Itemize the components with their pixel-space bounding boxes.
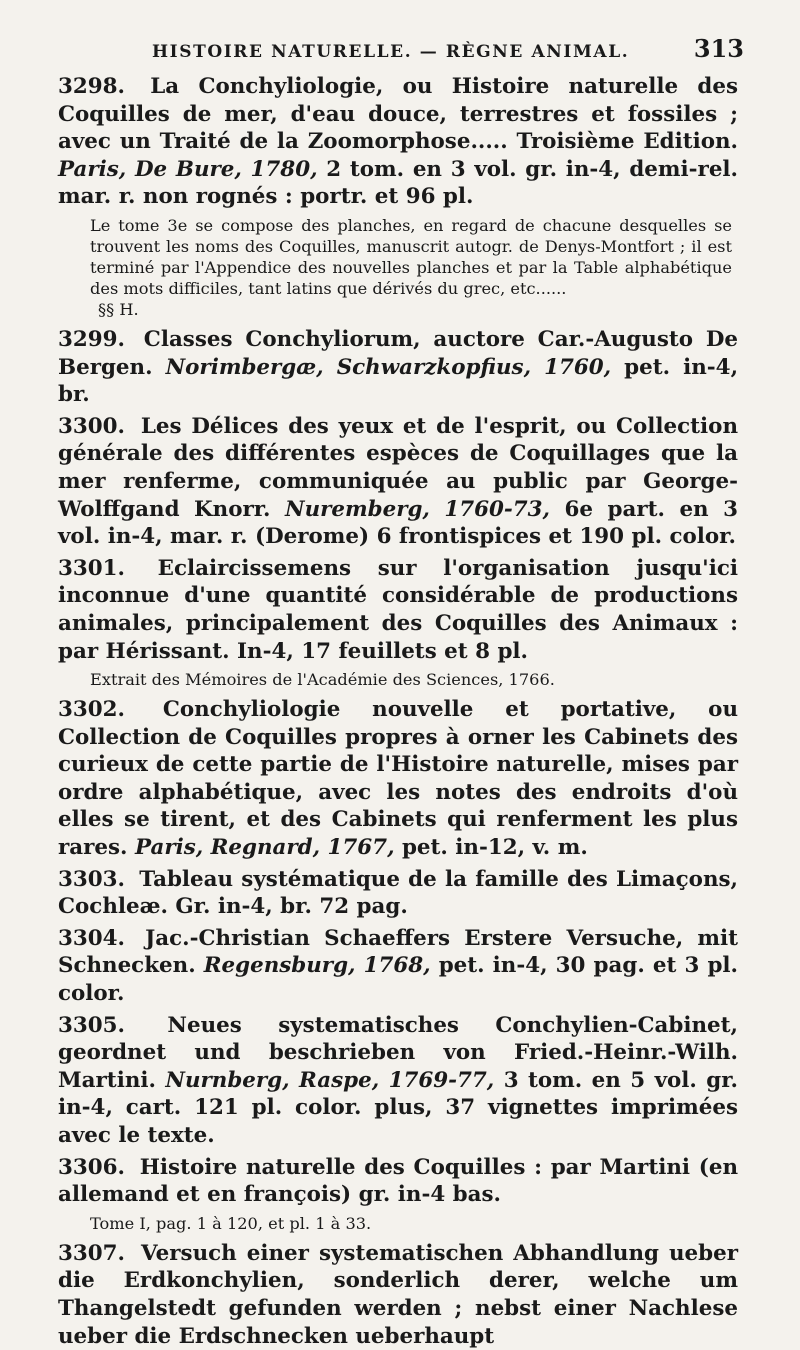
entry-imprint: Paris, Regnard, 1767,: [134, 835, 395, 861]
entry-title: Neues systematisches Conchylien-Cabinet, geordnet und beschrieben von Fried.-Heinr.-Wilh. Martini.: [58, 1012, 738, 1093]
entry-imprint: Nuremberg, 1760-73,: [285, 496, 551, 522]
entry-note-text: Tome I, pag. 1 à 120, et pl. 1 à 33.: [90, 1213, 372, 1233]
entry-number: 3307.: [58, 1240, 125, 1266]
entry-description: Gr. in-4, br. 72 pag.: [175, 894, 408, 920]
entry-note-signature: §§ H.: [98, 299, 139, 319]
entry-description: pet. in-12, v. m.: [401, 835, 588, 861]
entry-title: Versuch einer systematischen Abhandlung ueber die Erdkonchylien, sonderlich derer, welche um Thangelstedt gefunden werden ; nebst einer Nachlese ueber die Erdschnecken ueberhaupt: [58, 1240, 738, 1349]
catalog-entry: [58, 866, 738, 921]
entry-title: Histoire naturelle des Coquilles : par Martini (en allemand et en françois) gr. in-4 bas.: [58, 1154, 738, 1208]
catalog-entry: [58, 73, 738, 211]
entry-note-text: Extrait des Mémoires de l'Académie des Sciences, 1766.: [90, 670, 555, 690]
entry-number: 3303.: [58, 866, 125, 892]
entry-title: Classes Conchyliorum, auctore Car.-Augusto De Bergen.: [58, 326, 739, 380]
catalog-entry: [58, 555, 738, 665]
entry-number: 3300.: [58, 413, 125, 439]
catalog-entry: [58, 696, 738, 862]
entry-imprint: Paris, De Bure, 1780,: [58, 156, 318, 182]
page-number: 313: [693, 34, 744, 63]
entry-number: 3299.: [58, 326, 125, 352]
catalog-entry: [58, 1154, 738, 1209]
entry-note: [90, 1213, 738, 1234]
catalog-entry: [58, 326, 738, 409]
entry-description: pet. in-4, 30 pag. et 3 pl. color.: [58, 953, 738, 1007]
entry-description: In-4, 17 feuillets et 8 pl.: [237, 638, 528, 664]
entry-title: Tableau systématique de la famille des Limaçons, Cochleæ.: [58, 866, 738, 920]
entry-title: Jac.-Christian Schaeffers Erstere Versuche, mit Schnecken.: [58, 925, 738, 979]
entry-number: 3302.: [58, 697, 125, 723]
catalog-entry: [58, 413, 738, 551]
entry-note: [90, 669, 738, 690]
running-title: HISTOIRE NATURELLE. — RÈGNE ANIMAL.: [152, 42, 630, 62]
entry-note-text: Le tome 3e se compose des planches, en regard de chacune desquelles se trouvent les noms des Coquilles, manuscrit autogr. de Denys-Montfort ; il est terminé par l'Appendice des nouvelles planches et par la Table alphabétique des mots difficiles, tant latins que dérivés du grec, etc......: [90, 215, 732, 298]
entry-imprint: Nurnberg, Raspe, 1769-77,: [165, 1067, 495, 1093]
entry-description: 2 tom. en 3 vol. gr. in-4, demi-rel. mar. r. non rognés : portr. et 96 pl.: [58, 156, 739, 210]
page-header: [152, 34, 744, 63]
entry-number: 3305.: [58, 1012, 125, 1038]
entry-title: Conchyliologie nouvelle et portative, ou Collection de Coquilles propres à orner les Cabinets des curieux de cette partie de l'Histoire naturelle, mises par ordre alphabétique, avec les notes des endroits d'où elles se tirent, et des Cabinets qui renferment les plus rares.: [58, 697, 738, 861]
catalog-entry: [58, 1012, 738, 1150]
entry-description: 3 tom. en 5 vol. gr. in-4, cart. 121 pl. color. plus, 37 vignettes imprimées avec le texte.: [58, 1067, 738, 1148]
entry-imprint: Regensburg, 1768,: [203, 953, 431, 979]
entry-title: Les Délices des yeux et de l'esprit, ou Collection générale des différentes espèces de Coquillages que la mer renferme, communiquée au public par George-Wolffgand Knorr.: [58, 413, 738, 522]
entry-imprint: Norimbergæ, Schwarzkopfius, 1760,: [165, 354, 612, 380]
entry-number: 3304.: [58, 925, 125, 951]
entry-title: Eclaircissemens sur l'organisation jusqu'ici inconnue d'une quantité considérable de productions animales, principalement des Coquilles des Animaux : par Hérissant.: [58, 555, 739, 664]
entry-note: [90, 215, 732, 320]
catalog-entry: [58, 1240, 738, 1350]
catalog-entry: [58, 925, 738, 1008]
entry-title: La Conchyliologie, ou Histoire naturelle des Coquilles de mer, d'eau douce, terrestres et fossiles ; avec un Traité de la Zoomorphose..... Troisième Edition.: [58, 74, 738, 155]
entry-number: 3298.: [58, 74, 125, 99]
entry-description: pet. in-4, br.: [58, 354, 739, 408]
entry-number: 3301.: [58, 555, 125, 581]
entry-description: 6e part. en 3 vol. in-4, mar. r. (Derome) 6 frontispices et 190 pl. color.: [58, 496, 739, 550]
entry-number: 3306.: [58, 1154, 125, 1180]
